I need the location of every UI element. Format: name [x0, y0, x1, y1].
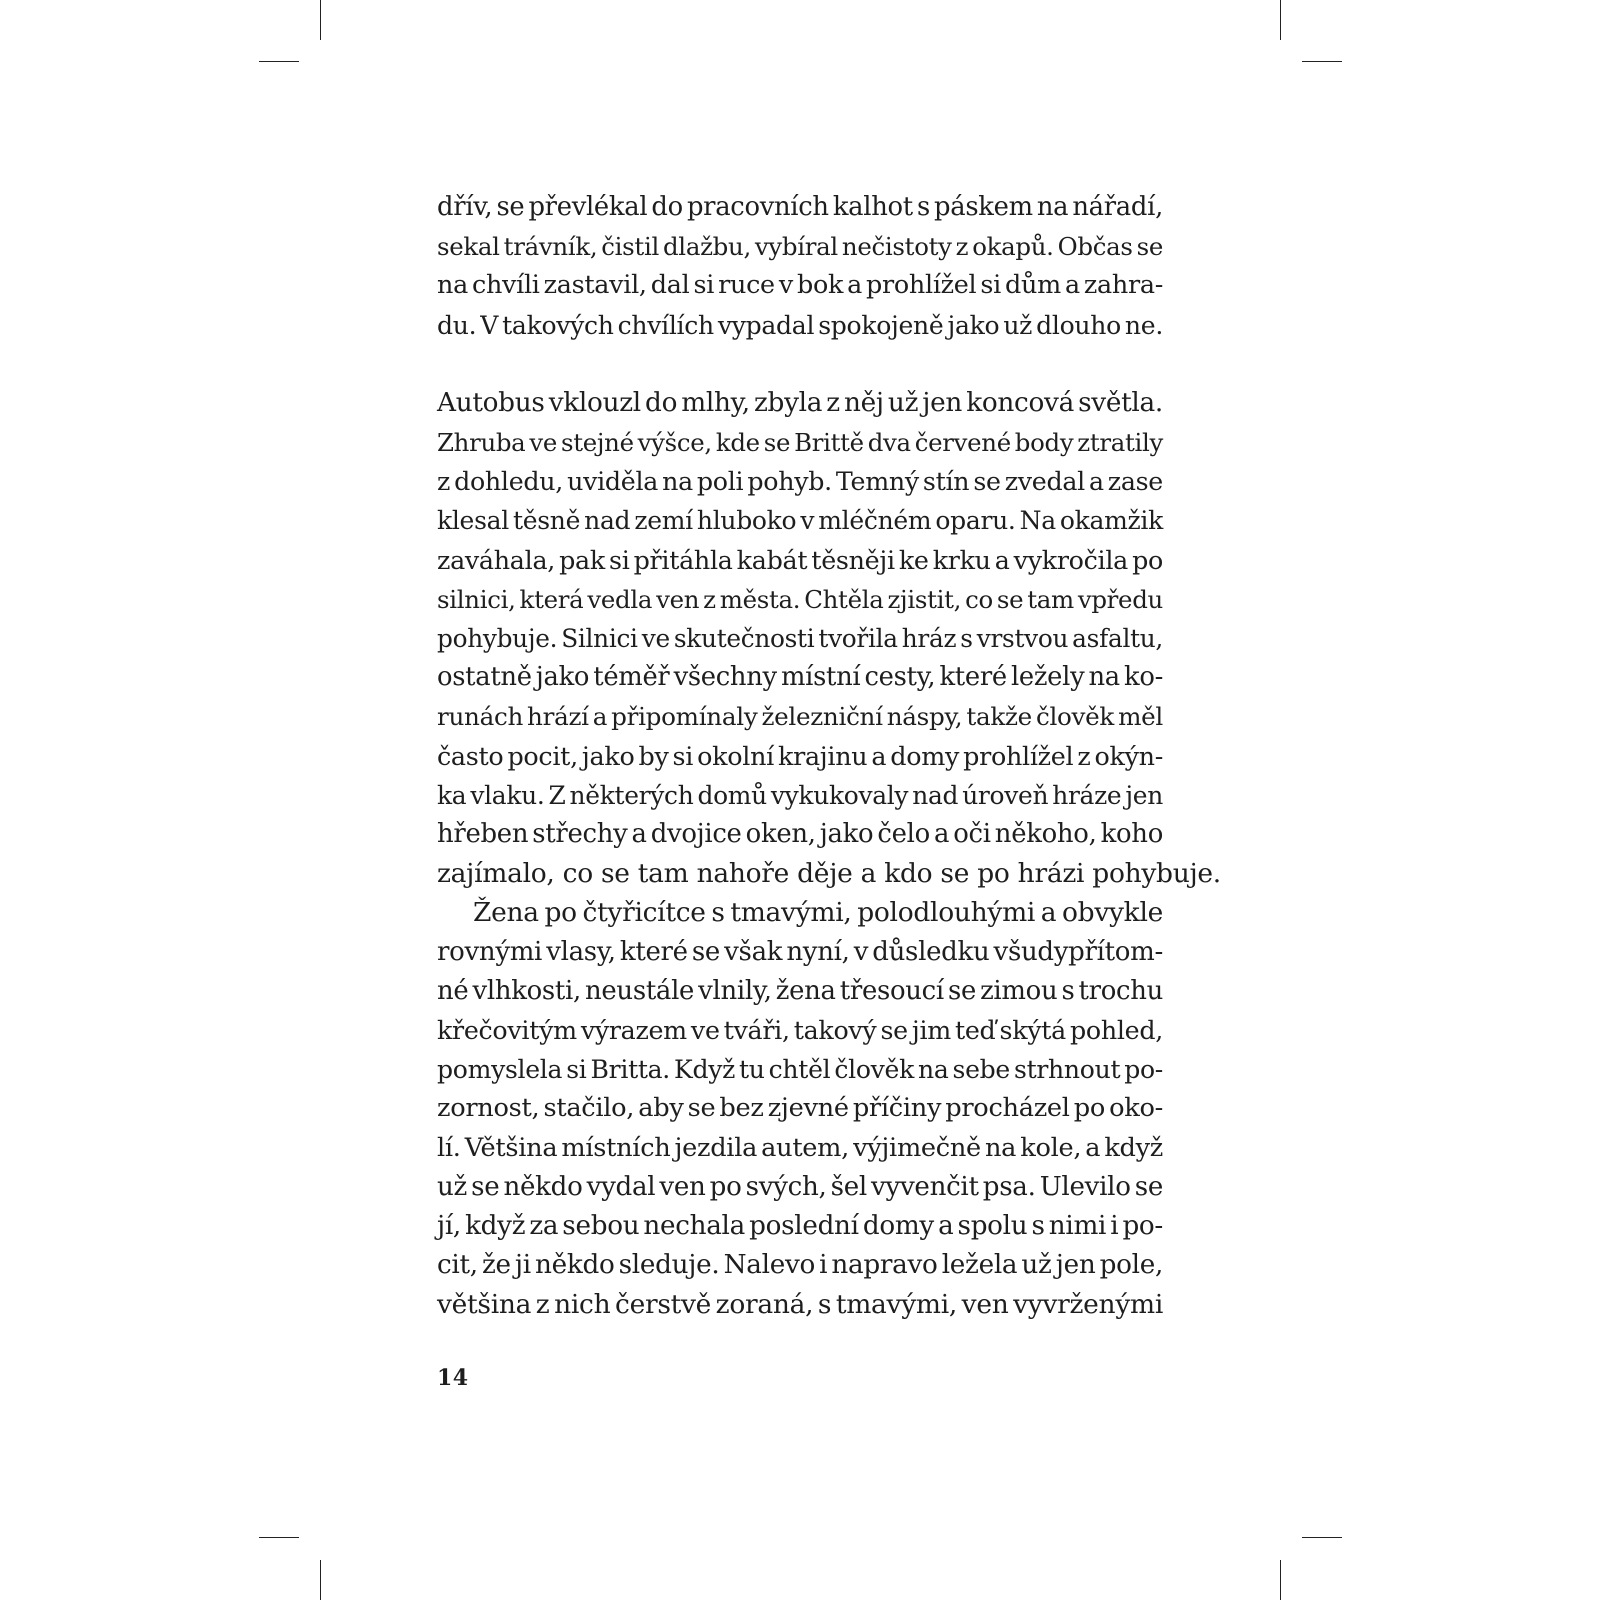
text-line: Zhruba ve stejné výšce, kde se Brittě dva červené body ztratily — [437, 428, 1163, 458]
text-line: většina z nich čerstvě zoraná, s tmavými, ven vyvrženými — [437, 1289, 1163, 1321]
text-line: Autobus vklouzl do mlhy, zbyla z něj už jen koncová světla. — [437, 387, 1163, 418]
crop-mark-bottom-left-vertical — [320, 1560, 321, 1600]
paragraph-2 — [437, 384, 1221, 894]
text-line: zornost, stačilo, aby se bez zjevné příčiny procházel po oko- — [437, 1093, 1163, 1124]
crop-mark-bottom-left-horizontal — [259, 1537, 299, 1538]
text-line: du. V takových chvílích vypadal spokojeně jako už dlouho ne. — [437, 310, 1163, 340]
crop-mark-top-right-horizontal — [1302, 61, 1342, 62]
text-line: křečovitým výrazem ve tváři, takový se jim teď skýtá pohled, — [437, 1015, 1163, 1046]
text-line: sekal trávník, čistil dlažbu, vybíral nečistoty z okapů. Občas se — [437, 232, 1163, 262]
text-line: silnici, která vedla ven z města. Chtěla zjistit, co se tam vpředu — [437, 584, 1163, 614]
text-line: ka vlaku. Z některých domů vykukovaly nad úroveň hráze jen — [437, 780, 1163, 810]
text-line: často pocit, jako by si okolní krajinu a domy prohlížel z okýn- — [437, 740, 1163, 771]
crop-mark-top-left-vertical — [320, 0, 321, 40]
text-line: z dohledu, uviděla na poli pohyb. Temný stín se zvedal a zase — [437, 466, 1163, 497]
page-number: 14 — [437, 1365, 469, 1391]
text-line: na chvíli zastavil, dal si ruce v bok a prohlížel si dům a zahra- — [437, 270, 1163, 301]
text-line: dřív, se převlékal do pracovních kalhot s páskem na nářadí, — [437, 192, 1163, 222]
crop-mark-top-right-vertical — [1280, 0, 1281, 40]
text-line: pomyslela si Britta. Když tu chtěl člověk na sebe strhnout po- — [437, 1055, 1163, 1085]
text-line: né vlhkosti, neustále vlnily, žena třesoucí se zimou s trochu — [437, 975, 1163, 1006]
text-line: už se někdo vydal ven po svých, šel vyvenčit psa. Ulevilo se — [437, 1171, 1163, 1202]
text-line: Žena po čtyřicítce s tmavými, polodlouhými a obvykle — [473, 897, 1163, 929]
text-line: cit, že ji někdo sleduje. Nalevo i napravo ležela už jen pole, — [437, 1250, 1163, 1281]
text-line: zajímalo, co se tam nahoře děje a kdo se po hrázi pohybuje. — [437, 858, 1221, 890]
text-line: zaváhala, pak si přitáhla kabát těsněji ke krku a vykročila po — [437, 544, 1163, 575]
text-line: lí. Většina místních jezdila autem, výjimečně na kole, a když — [437, 1132, 1163, 1163]
crop-mark-bottom-right-vertical — [1280, 1560, 1281, 1600]
body-text — [437, 188, 1221, 1325]
paragraph-3 — [437, 893, 1163, 1324]
text-line: jí, když za sebou nechala poslední domy a spolu s nimi i po- — [437, 1211, 1163, 1242]
text-line: runách hrází a připomínaly železniční náspy, takže člověk měl — [437, 702, 1163, 732]
text-line: rovnými vlasy, které se však nyní, v důsledku všudypřítom- — [437, 936, 1163, 967]
crop-mark-bottom-right-horizontal — [1302, 1537, 1342, 1538]
section-break — [437, 345, 1163, 384]
text-line: ostatně jako téměř všechny místní cesty, které ležely na ko- — [437, 662, 1163, 693]
text-line: pohybuje. Silnici ve skutečnosti tvořila hráz s vrstvou asfaltu, — [437, 624, 1163, 654]
text-line: hřeben střechy a dvojice oken, jako čelo a oči někoho, koho — [437, 819, 1163, 850]
text-line: klesal těsně nad zemí hluboko v mléčném oparu. Na okamžik — [437, 506, 1163, 536]
paragraph-1 — [437, 188, 1163, 345]
crop-mark-top-left-horizontal — [259, 61, 299, 62]
